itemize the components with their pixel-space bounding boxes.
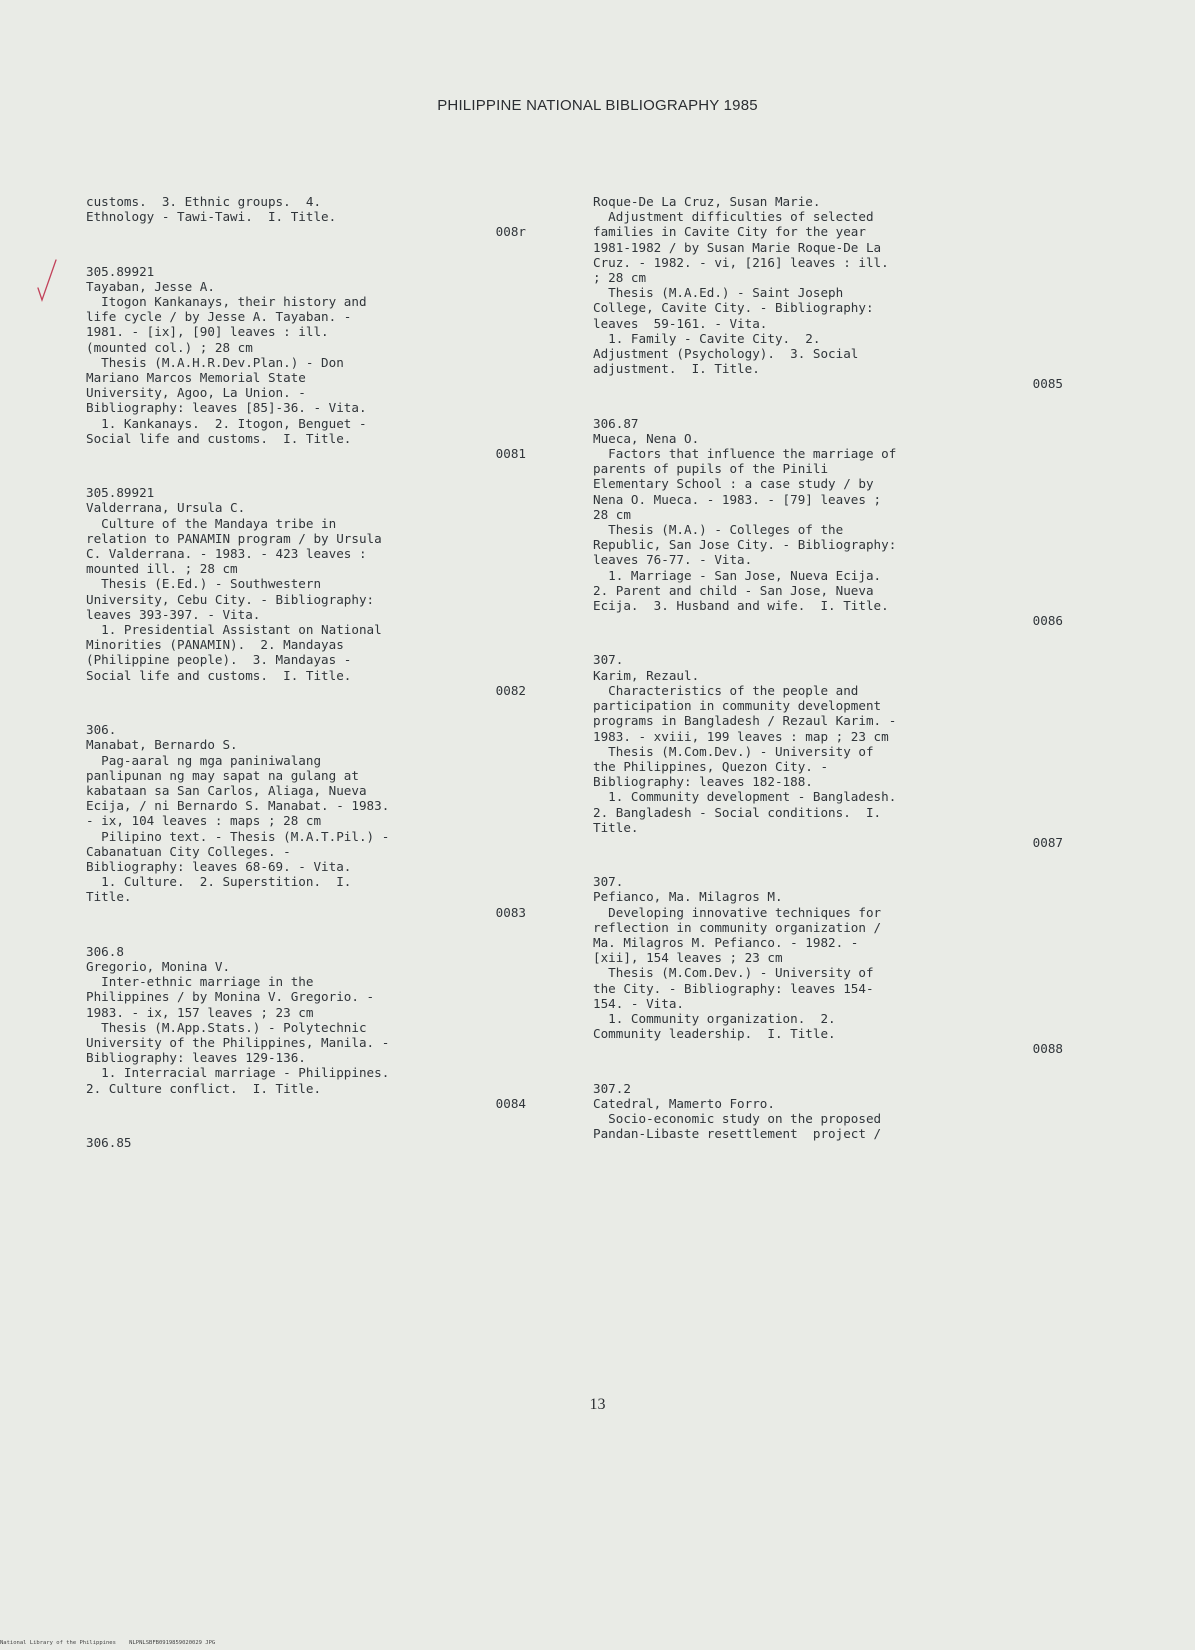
- control-number: 008r: [495, 224, 526, 240]
- bibliographic-entry: [593, 874, 1063, 1056]
- entry-line: 1. Community organization. 2.: [593, 1010, 836, 1026]
- bibliographic-entry: [86, 485, 526, 698]
- entry-line: Cabanatuan City Colleges. -: [86, 843, 291, 859]
- entry-line: Bibliography: leaves [85]-36. - Vita.: [86, 400, 367, 416]
- entry-line: leaves 393-397. - Vita.: [86, 606, 261, 622]
- entry-line: Social life and customs. I. Title.: [86, 430, 352, 446]
- control-number: 0081: [495, 446, 526, 462]
- entry-line: 1. Culture. 2. Superstition. I.: [86, 874, 352, 890]
- entry-line: (Philippine people). 3. Mandayas -: [86, 652, 352, 668]
- entry-line: panlipunan ng may sapat na gulang at: [86, 767, 359, 783]
- entry-line: 2. Culture conflict. I. Title.: [86, 1080, 322, 1096]
- entry-line: Nena O. Mueca. - 1983. - [79] leaves ;: [593, 491, 882, 507]
- entry-line: 306.8: [86, 943, 124, 959]
- entry-line: Thesis (M.A.) - Colleges of the: [593, 522, 844, 538]
- entry-line: families in Cavite City for the year: [593, 224, 866, 240]
- entry-line: Ecija. 3. Husband and wife. I. Title.: [593, 598, 889, 614]
- entry-line: Roque-De La Cruz, Susan Marie.: [593, 194, 821, 209]
- entry-line: 307.2: [593, 1080, 631, 1096]
- entry-gap: [86, 698, 526, 722]
- right-column: [593, 194, 1063, 1141]
- entry-line: parents of pupils of the Pinili: [593, 461, 829, 477]
- entry-line: Pefianco, Ma. Milagros M.: [593, 889, 783, 905]
- entry-line: 305.89921: [86, 485, 155, 501]
- entry-gap: [86, 1111, 526, 1135]
- entry-line: life cycle / by Jesse A. Tayaban. -: [86, 309, 352, 325]
- bibliographic-entry: [593, 1081, 1063, 1142]
- page-number: 13: [589, 1396, 606, 1413]
- entry-line: Thesis (M.A.Ed.) - Saint Joseph: [593, 285, 844, 301]
- entry-line: University of the Philippines, Manila. -: [86, 1034, 390, 1050]
- entry-line: Social life and customs. I. Title.: [86, 667, 352, 683]
- control-number: 0084: [495, 1095, 526, 1111]
- entry-gap: [86, 240, 526, 264]
- entry-line: C. Valderrana. - 1983. - 423 leaves :: [86, 546, 367, 562]
- entry-line: Bibliography: leaves 68-69. - Vita.: [86, 858, 352, 874]
- entry-line: Socio-economic study on the proposed: [593, 1110, 882, 1126]
- bibliographic-entry: [86, 194, 526, 240]
- entry-line: Thesis (M.Com.Dev.) - University of: [593, 743, 874, 759]
- bibliographic-entry: [593, 194, 1063, 392]
- bibliographic-entry: [593, 416, 1063, 629]
- page-header: PHILIPPINE NATIONAL BIBLIOGRAPHY 1985: [437, 97, 758, 114]
- entry-line: 28 cm: [593, 506, 631, 522]
- entry-line: reflection in community organization /: [593, 919, 882, 935]
- entry-line: Gregorio, Monina V.: [86, 958, 231, 974]
- entry-line: 1. Presidential Assistant on National: [86, 622, 382, 638]
- entry-line: Philippines / by Monina V. Gregorio. -: [86, 989, 375, 1005]
- entry-line: University, Cebu City. - Bibliography:: [86, 591, 375, 607]
- control-number: 0082: [495, 682, 526, 698]
- entry-line: 1981-1982 / by Susan Marie Roque-De La: [593, 239, 882, 255]
- entry-line: 305.89921: [86, 263, 155, 279]
- entry-line: Adjustment (Psychology). 3. Social: [593, 346, 859, 362]
- entry-line: 1. Community development - Bangladesh.: [593, 789, 897, 805]
- entry-gap: [593, 1057, 1063, 1081]
- entry-line: Thesis (M.Com.Dev.) - University of: [593, 965, 874, 981]
- entry-line: Ma. Milagros M. Pefianco. - 1982. -: [593, 934, 859, 950]
- entry-line: Bibliography: leaves 182-188.: [593, 774, 813, 790]
- entry-line: 306.: [86, 722, 117, 738]
- entry-line: Factors that influence the marriage of: [593, 446, 897, 462]
- left-column: [86, 194, 526, 1150]
- entry-line: Thesis (M.App.Stats.) - Polytechnic: [86, 1019, 367, 1035]
- bibliographic-entry: [86, 944, 526, 1111]
- entry-line: Title.: [86, 889, 132, 905]
- entry-line: Catedral, Mamerto Forro.: [593, 1095, 775, 1111]
- entry-line: 307.: [593, 874, 624, 890]
- entry-line: Pilipino text. - Thesis (M.A.T.Pil.) -: [86, 828, 390, 844]
- entry-line: Characteristics of the people and: [593, 682, 859, 698]
- entry-line: mounted ill. ; 28 cm: [86, 561, 238, 577]
- entry-line: Inter-ethnic marriage in the: [86, 974, 314, 990]
- entry-line: 1981. - [ix], [90] leaves : ill.: [86, 324, 329, 340]
- entry-line: Community leadership. I. Title.: [593, 1026, 836, 1042]
- control-number: 0085: [1032, 376, 1063, 392]
- entry-line: 306.85: [86, 1134, 132, 1150]
- entry-line: (mounted col.) ; 28 cm: [86, 339, 253, 355]
- entry-line: Mueca, Nena O.: [593, 430, 700, 446]
- entry-line: Developing innovative techniques for: [593, 904, 882, 920]
- entry-line: Valderrana, Ursula C.: [86, 500, 246, 516]
- entry-line: Tayaban, Jesse A.: [86, 278, 215, 294]
- entry-line: Elementary School : a case study / by: [593, 476, 874, 492]
- entry-line: leaves 59-161. - Vita.: [593, 315, 768, 331]
- scan-footer: National Library of the Philippines NLPNLSBFB0919859020029 JPG: [0, 1640, 216, 1646]
- entry-line: the Philippines, Quezon City. -: [593, 758, 829, 774]
- entry-line: programs in Bangladesh / Rezaul Karim. -: [593, 713, 897, 729]
- entry-line: Ecija, / ni Bernardo S. Manabat. - 1983.: [86, 798, 390, 814]
- entry-line: 1983. - ix, 157 leaves ; 23 cm: [86, 1004, 314, 1020]
- entry-line: Republic, San Jose City. - Bibliography:: [593, 537, 897, 553]
- entry-line: Culture of the Mandaya tribe in: [86, 515, 337, 531]
- entry-line: Manabat, Bernardo S.: [86, 737, 238, 753]
- entry-gap: [86, 920, 526, 944]
- control-number: 0083: [495, 904, 526, 920]
- entry-line: kabataan sa San Carlos, Aliaga, Nueva: [86, 782, 367, 798]
- check-mark-icon: [36, 258, 58, 308]
- entry-line: 1. Kankanays. 2. Itogon, Benguet -: [86, 415, 367, 431]
- entry-gap: [86, 461, 526, 485]
- entry-line: Thesis (E.Ed.) - Southwestern: [86, 576, 322, 592]
- entry-line: Bibliography: leaves 129-136.: [86, 1050, 306, 1066]
- entry-line: ; 28 cm: [593, 270, 647, 286]
- entry-line: 154. - Vita.: [593, 995, 684, 1011]
- entry-line: Cruz. - 1982. - vi, [216] leaves : ill.: [593, 254, 889, 270]
- bibliographic-entry: [86, 722, 526, 920]
- entry-line: 2. Parent and child - San Jose, Nueva: [593, 582, 874, 598]
- entry-line: Title.: [593, 819, 639, 835]
- entry-line: customs. 3. Ethnic groups. 4.: [86, 194, 322, 209]
- entry-line: Karim, Rezaul.: [593, 667, 700, 683]
- entry-line: Pag-aaral ng mga paniniwalang: [86, 752, 322, 768]
- control-number: 0086: [1032, 613, 1063, 629]
- entry-line: [xii], 154 leaves ; 23 cm: [593, 950, 783, 966]
- entry-line: the City. - Bibliography: leaves 154-: [593, 980, 874, 996]
- entry-gap: [593, 628, 1063, 652]
- bibliographic-entry: [593, 652, 1063, 850]
- entry-line: University, Agoo, La Union. -: [86, 385, 306, 401]
- control-number: 0087: [1032, 834, 1063, 850]
- entry-line: Mariano Marcos Memorial State: [86, 370, 306, 386]
- entry-line: Minorities (PANAMIN). 2. Mandayas: [86, 637, 344, 653]
- entry-line: Ethnology - Tawi-Tawi. I. Title.: [86, 209, 337, 225]
- entry-line: leaves 76-77. - Vita.: [593, 552, 753, 568]
- entry-line: participation in community development: [593, 698, 882, 714]
- entry-line: 306.87: [593, 415, 639, 431]
- entry-line: - ix, 104 leaves : maps ; 28 cm: [86, 813, 322, 829]
- entry-line: 1983. - xviii, 199 leaves : map ; 23 cm: [593, 728, 889, 744]
- bibliographic-entry: [86, 264, 526, 462]
- entry-line: 1. Interracial marriage - Philippines.: [86, 1065, 390, 1081]
- entry-gap: [593, 392, 1063, 416]
- entry-line: 1. Marriage - San Jose, Nueva Ecija.: [593, 567, 882, 583]
- entry-line: relation to PANAMIN program / by Ursula: [86, 530, 382, 546]
- entry-line: Itogon Kankanays, their history and: [86, 294, 367, 310]
- entry-line: adjustment. I. Title.: [593, 361, 760, 377]
- entry-line: 307.: [593, 652, 624, 668]
- control-number: 0088: [1032, 1041, 1063, 1057]
- entry-line: College, Cavite City. - Bibliography:: [593, 300, 874, 316]
- entry-line: Adjustment difficulties of selected: [593, 209, 874, 225]
- entry-gap: [593, 850, 1063, 874]
- bibliographic-entry: [86, 1135, 526, 1150]
- entry-line: Thesis (M.A.H.R.Dev.Plan.) - Don: [86, 354, 344, 370]
- entry-line: Pandan-Libaste resettlement project /: [593, 1126, 882, 1142]
- entry-line: 2. Bangladesh - Social conditions. I.: [593, 804, 882, 820]
- entry-line: 1. Family - Cavite City. 2.: [593, 330, 821, 346]
